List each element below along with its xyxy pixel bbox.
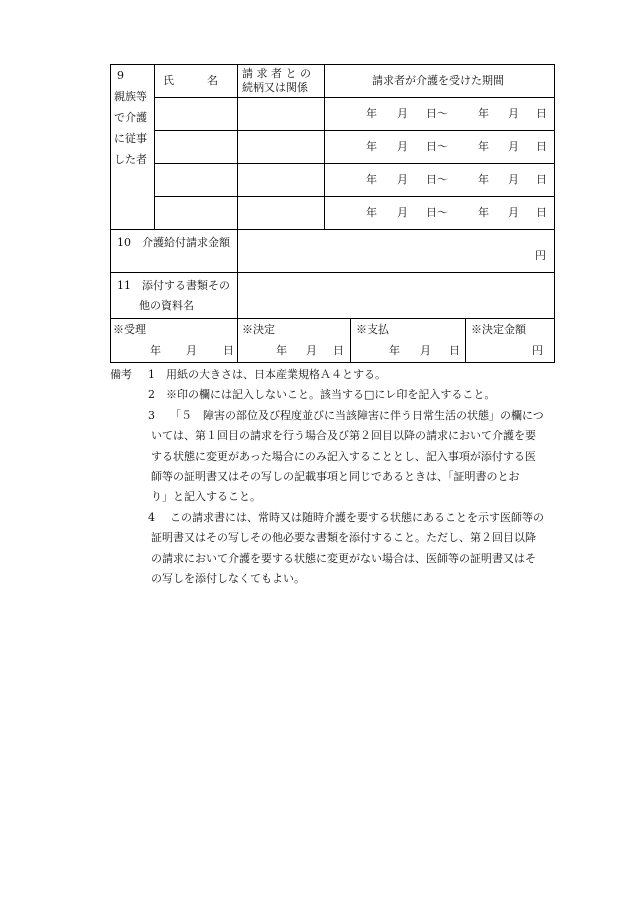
caregiver-relation-field[interactable]: [239, 197, 323, 228]
period-date-part: 日〜: [426, 206, 448, 219]
note-text-line: の請求において介護を要する状態に変更がない場合は、医師等の証明書又はそ: [151, 552, 536, 565]
caregiver-name-field[interactable]: [156, 131, 236, 162]
period-date-part: 日: [536, 107, 547, 120]
row-line: [110, 318, 555, 319]
col-line: [324, 64, 325, 229]
period-date-part: 年: [366, 107, 377, 120]
decided-amount-label: ※決定金額: [471, 323, 526, 336]
section11-label: 11 添付する書類その: [117, 279, 230, 292]
period-date-part: 日: [536, 140, 547, 153]
period-date-part: 月: [397, 173, 408, 186]
decision-date-d: 日: [333, 344, 344, 357]
caregiver-name-field[interactable]: [156, 197, 236, 228]
note-text-line: 証明書又はその写しその他必要な書類を添付すること。ただし、第２回目以降: [151, 531, 536, 544]
period-date-part: 年: [478, 206, 489, 219]
note-number: 2: [148, 388, 155, 401]
col-line: [237, 318, 238, 362]
received-date-y: 年: [150, 344, 161, 357]
col-line: [350, 318, 351, 362]
note-text-line: の写しを添付しなくてもよい。: [151, 572, 305, 585]
col-line: [154, 64, 155, 229]
period-date-part: 年: [478, 173, 489, 186]
period-date-part: 日〜: [426, 140, 448, 153]
payment-date-d: 日: [449, 344, 460, 357]
claim-amount-field[interactable]: [239, 231, 529, 270]
header-relation: 請 求 者 と の: [242, 67, 311, 80]
section9-label-line: 親族等: [114, 90, 147, 103]
payment-date-m: 月: [420, 344, 431, 357]
note-text-line: この請求書には、常時又は随時介護を要する状態にあることを示す医師等の: [170, 511, 544, 524]
note-text-line: 「５ 障害の部位及び程度並びに当該障害に伴う日常生活の状態」の欄につ: [170, 409, 544, 422]
payment-label: ※支払: [356, 323, 389, 336]
period-date-part: 月: [508, 140, 519, 153]
caregiver-name-field[interactable]: [156, 98, 236, 129]
header-relation: 続柄又は関係: [242, 81, 308, 94]
received-date-m: 月: [186, 344, 197, 357]
header-period: 請求者が介護を受けた期間: [372, 74, 504, 87]
section10-unit: 円: [535, 249, 546, 262]
payment-date-y: 年: [389, 344, 400, 357]
caregiver-relation-field[interactable]: [239, 131, 323, 162]
row-line: [110, 272, 555, 273]
section9-label-line: で介護: [114, 111, 147, 124]
table-border-top: [110, 64, 555, 65]
section11-label: 他の資料名: [139, 299, 194, 312]
decision-date-y: 年: [276, 344, 287, 357]
table-border-bottom: [110, 362, 555, 363]
period-date-part: 日〜: [426, 173, 448, 186]
note-text-line: 師等の証明書又はその写しの記載事項と同じであるときは、「証明書のとお: [151, 470, 520, 483]
period-date-part: 月: [397, 140, 408, 153]
note-number: 3: [148, 409, 155, 422]
note-text-line: する状態に変更があった場合にのみ記入することとし、記入事項が添付する医: [151, 450, 536, 463]
period-date-part: 月: [397, 206, 408, 219]
decision-label: ※決定: [242, 323, 275, 336]
period-date-part: 年: [478, 107, 489, 120]
period-date-part: 年: [366, 206, 377, 219]
note-number: 1: [148, 368, 155, 381]
section9-number: 9: [117, 69, 124, 82]
note-number: 4: [148, 511, 155, 524]
col-line: [465, 318, 466, 362]
received-date-d: 日: [223, 344, 234, 357]
col-line: [237, 64, 238, 229]
notes-title: 備考: [110, 368, 132, 381]
period-date-part: 年: [478, 140, 489, 153]
period-date-part: 月: [508, 206, 519, 219]
header-name: 氏 名: [163, 74, 218, 87]
caregiver-relation-field[interactable]: [239, 98, 323, 129]
period-date-part: 日〜: [426, 107, 448, 120]
period-date-part: 月: [508, 173, 519, 186]
section9-label-line: に従事: [114, 132, 147, 145]
note-text-line: 用紙の大きさは、日本産業規格Ａ４とする。: [166, 368, 386, 381]
caregiver-relation-field[interactable]: [239, 164, 323, 195]
received-label: ※受理: [113, 323, 146, 336]
period-date-part: 月: [397, 107, 408, 120]
row-line: [110, 229, 555, 230]
period-date-part: 月: [508, 107, 519, 120]
section10-label: 10 介護給付請求金額: [117, 236, 230, 249]
note-text-line: いては、第１回目の請求を行う場合及び第２回目以降の請求において介護を要: [151, 429, 536, 442]
period-date-part: 年: [366, 173, 377, 186]
attached-documents-field[interactable]: [239, 274, 553, 317]
period-date-part: 年: [366, 140, 377, 153]
col-line: [237, 229, 238, 318]
decided-amount-unit: 円: [532, 344, 543, 357]
section9-label-line: した者: [114, 153, 147, 166]
note-text-line: ※印の欄には記入しないこと。該当する□にレ印を記入すること。: [166, 388, 496, 401]
note-text-line: り」と記入すること。: [151, 490, 261, 503]
decision-date-m: 月: [306, 344, 317, 357]
period-date-part: 日: [536, 173, 547, 186]
period-date-part: 日: [536, 206, 547, 219]
caregiver-name-field[interactable]: [156, 164, 236, 195]
